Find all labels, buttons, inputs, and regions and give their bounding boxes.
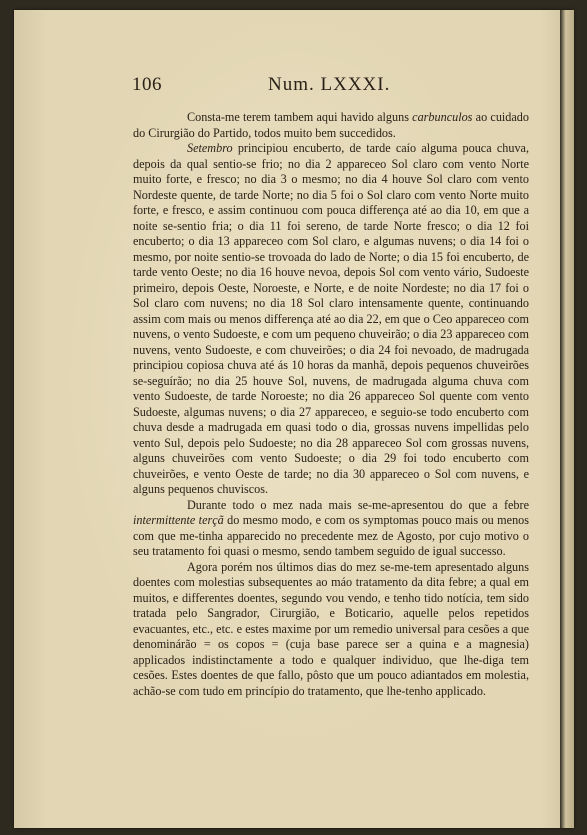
italic-span: Setembro xyxy=(187,141,233,155)
paragraph xyxy=(133,498,529,560)
text-span: Consta-me terem tambem aqui havido alguns xyxy=(187,110,413,124)
page-number: 106 xyxy=(132,74,162,95)
book-page xyxy=(14,10,574,828)
text-span: ao cuidado do Cirurgião do Partido, todos muito bem succedidos. xyxy=(133,110,529,140)
page-edge xyxy=(560,10,574,828)
italic-span: intermittente terçã xyxy=(133,513,224,527)
paragraph xyxy=(133,141,529,498)
text-span: Agora porém nos últimos dias do mez se-me-tem apresentado alguns doentes com molestias subsequentes ao máo tratamento da dita febre; a qual em muitos, e differentes doentes, segundo vou vendo, e tenho tido notícia, tem sido tratada pelo Sangrador, Cirurgião, e Boticario, aquelle pelos repetidos evacuantes, etc., etc. e estes maxime por um remedio universal para cesões a que denominárão = os copos = (cuja base parece ser a quina e a magnesia) applicados indistinctamente a todo e qualquer individuo, que lhe-diga tem cesões. Estes doentes de que fallo, pôsto que um pouco adiantados em molestia, achão-se com tudo em princípio do tratamento, que lhe-tenho applicado. xyxy=(133,559,529,698)
body-text xyxy=(133,110,529,699)
running-head: Num. LXXXI. xyxy=(268,74,391,95)
italic-span: carbunculos xyxy=(412,110,473,124)
text-span: principiou encuberto, de tarde caío alguma pouca chuva, depois da qual sentio-se frio; no dia 2 appareceo Sol claro com vento Norte muito forte, e fresco; no dia 3 o mesmo; no dia 4 houve Sol claro com vento Nordeste quente, de tarde Norte; no dia 5 foi o Sol claro com vento Norte muito forte, e fresco, e assim continuou com pouca differença até ao dia 10, em que a noite se-sentio fria; o dia 11 foi sereno, de tarde Norte fresco; o dia 12 foi encuberto; o dia 13 appareceo com Sol claro, e algumas nuvens; o dia 14 foi o mesmo, por noite sentio-se trovoada do lado de Norte; o dia 15 foi encuberto, de tarde vento Oeste; no dia 16 houve nevoa, depois Sol com vento vário, Sudoeste primeiro, depois Oeste, Noroeste, e Norte, e de noite Nordeste; no dia 17 foi o Sol claro com nuvens; no dia 18 Sol claro intensamente quente, continuando assim com mais ou menos differença até ao dia 22, em que o Ceo appareceo com nuvens, o vento Sudoeste, e com um pequeno chuveirão; o dia 23 appareceo com nuvens, vento Sudoeste, e com chuveirões; o dia 24 foi nevoado, de madrugada principiou copiosa chuva até ás 10 horas da manhã, depois pequenos chuveirões se-seguírão; no dia 25 houve Sol, nuvens, de madrugada alguma chuva com vento Sudoeste, de tarde Noroeste; no dia 26 appareceo Sol quente com vento Sudoeste, algumas nuvens; o dia 27 appareceo, e seguio-se todo encuberto com chuva desde a madrugada em quasi todo o dia, grossas nuvens impellidas pelo vento Sul, depois pelo Sudoeste; no dia 28 appareceo Sol com grossas nuvens, alguns chuveirões com vento Sudoeste; o dia 29 foi todo encuberto com chuveirões, e vento Oeste de tarde; no dia 30 appareceo o Sol com nuvens, e alguns pequenos chuviscos. xyxy=(133,141,529,496)
text-span: Durante todo o mez nada mais se-me-apresentou do que a febre xyxy=(187,497,529,512)
page-header xyxy=(132,74,492,96)
text-span: do mesmo modo, e com os symptomas pouco mais ou menos com que me-tinha apparecido no precedente mez de Agosto, por cujo motivo o seu tratamento foi quasi o mesmo, sendo tambem seguido de igual successo. xyxy=(133,513,529,558)
paragraph xyxy=(133,560,529,700)
paragraph xyxy=(133,110,529,141)
